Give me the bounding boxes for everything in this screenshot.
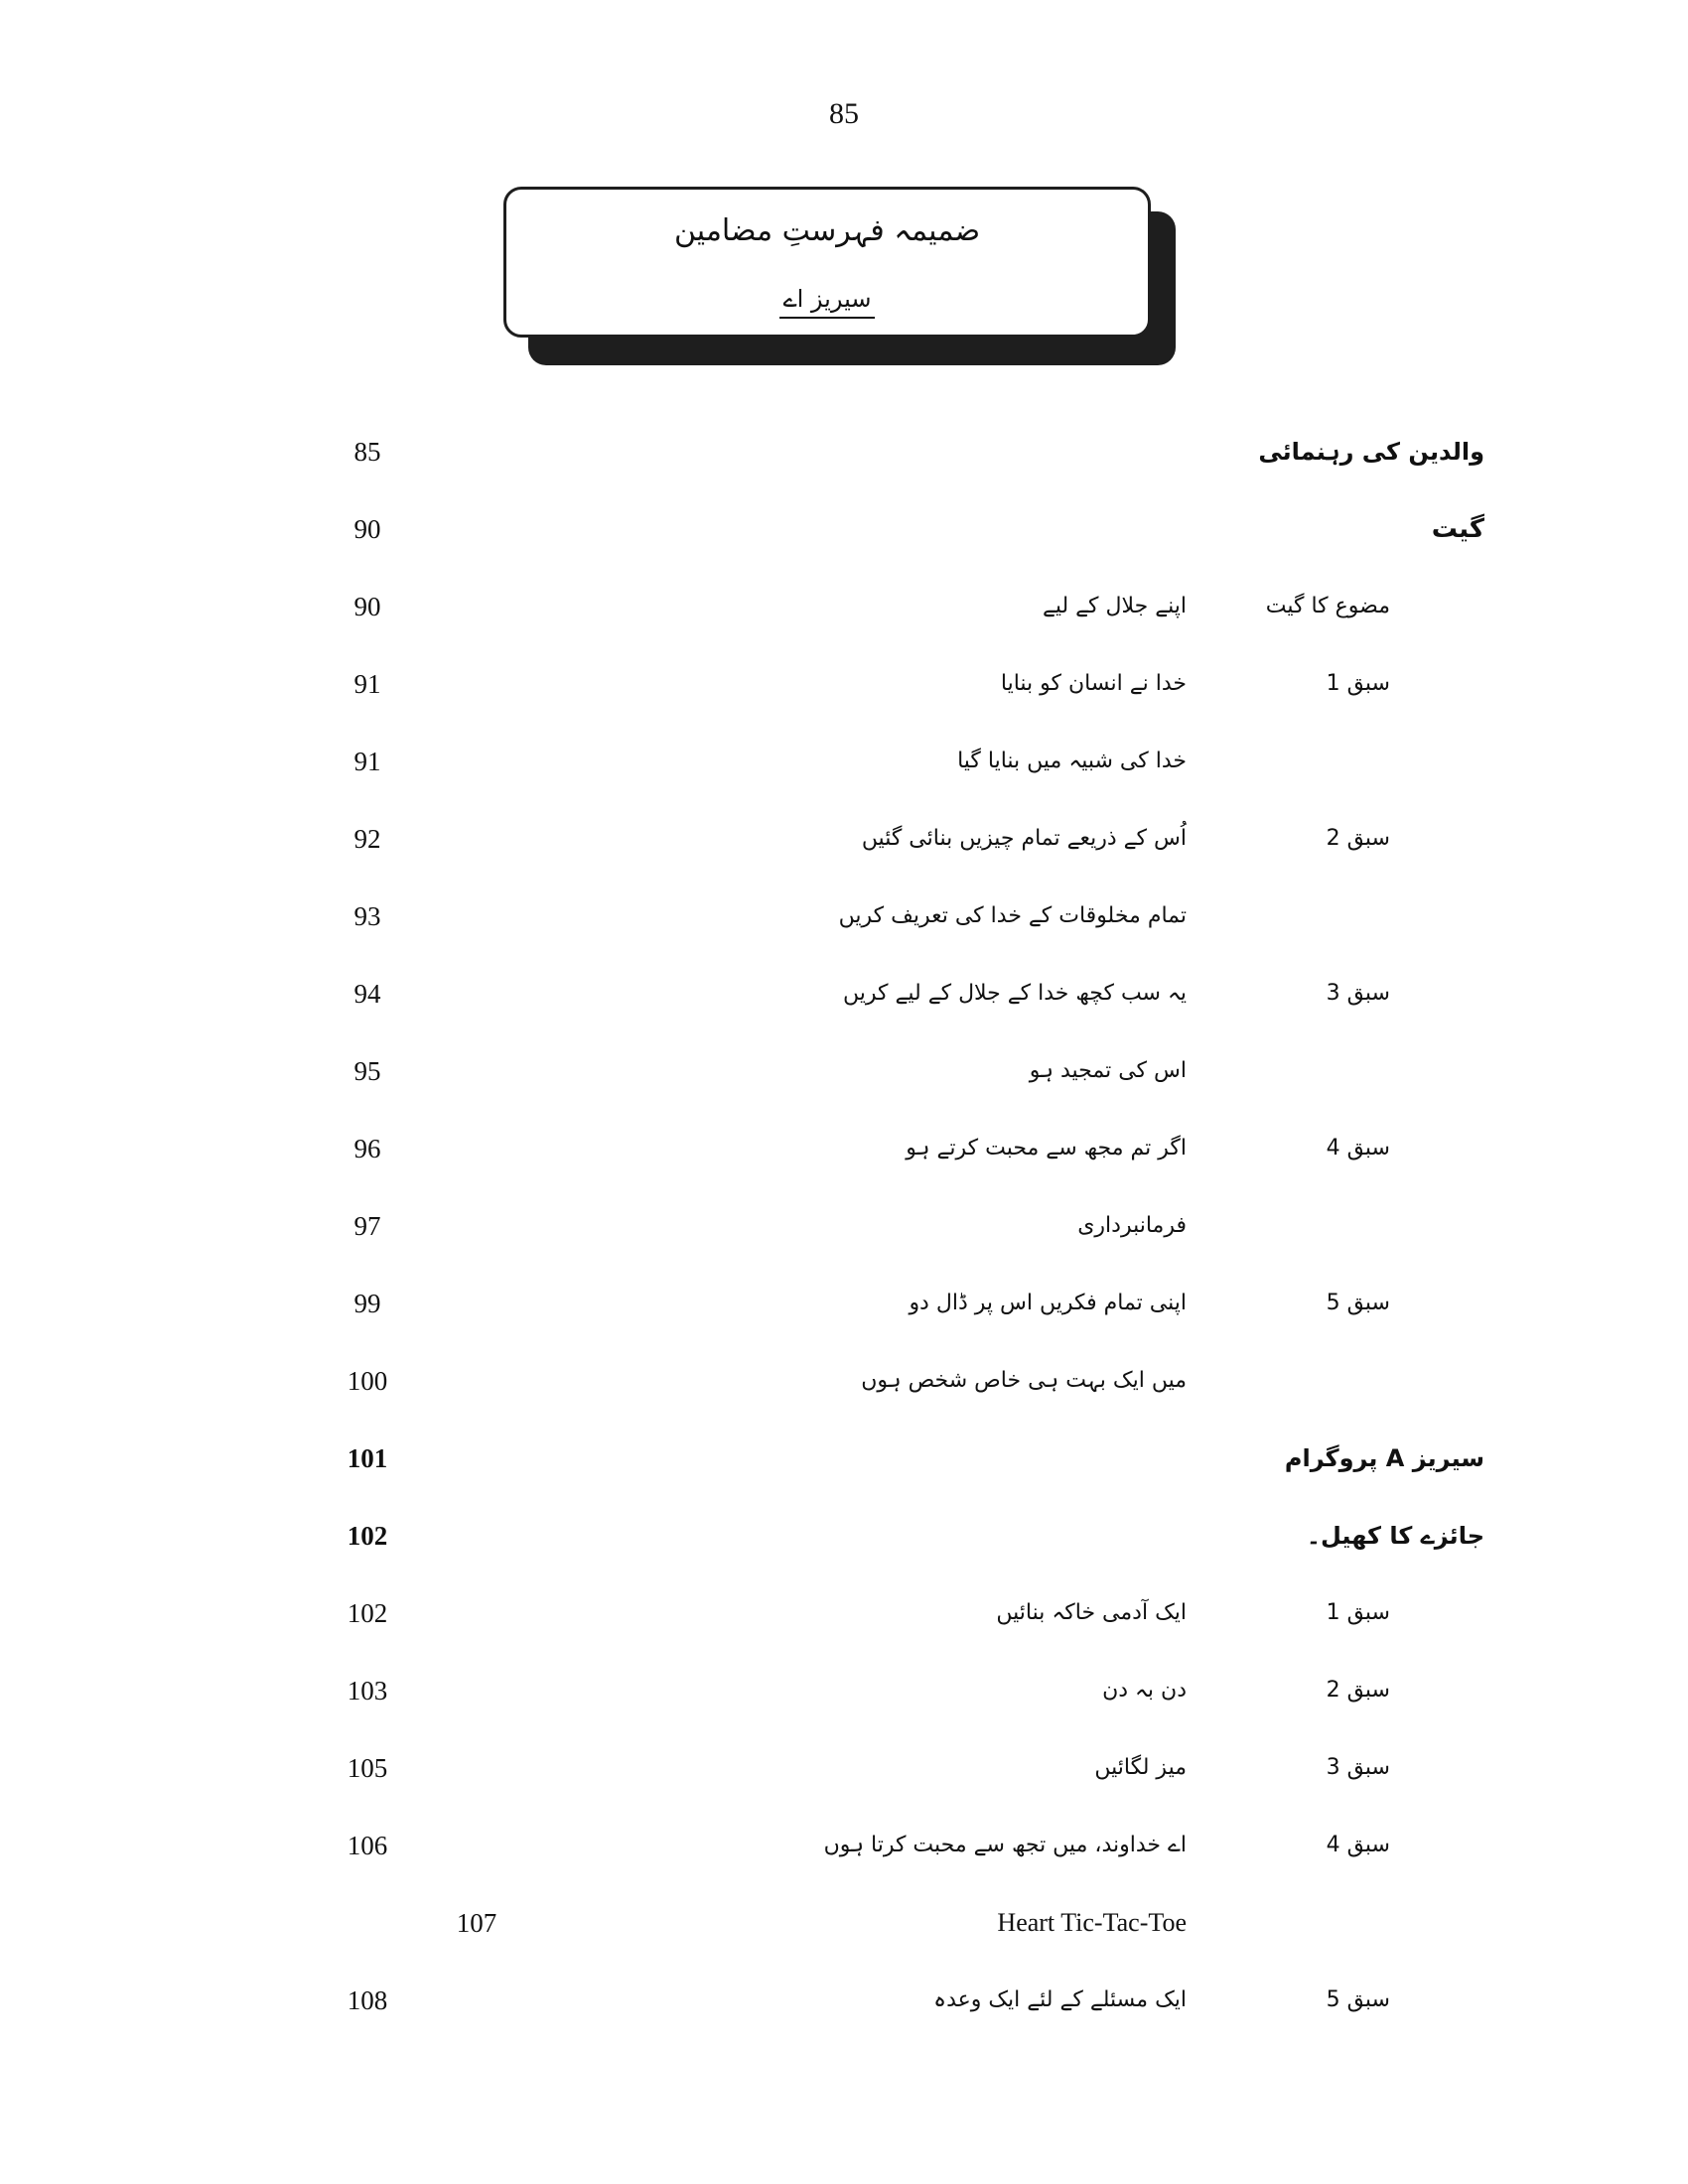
toc-row: [0, 1826, 1688, 1865]
page-ref: 92: [353, 824, 381, 854]
toc-row: [0, 1671, 1688, 1710]
page-ref: 90: [353, 592, 381, 621]
toc-row: [0, 664, 1688, 704]
topic-title: اُس کے ذریعے تمام چیزیں بنائی گئیں: [861, 826, 1187, 851]
page-ref: 108: [347, 1985, 388, 2015]
page-ref: 105: [347, 1753, 388, 1783]
topic-title: ایک مسئلے کے لئے ایک وعدہ: [933, 1987, 1187, 2012]
topic-title: اپنی تمام فکریں اس پر ڈال دو: [909, 1291, 1187, 1315]
lesson-label: سبق 1: [1326, 671, 1390, 696]
topic-title: ایک آدمی خاکہ بنائیں: [996, 1600, 1187, 1625]
page-ref: 103: [347, 1676, 388, 1706]
toc-row: [0, 1980, 1688, 2020]
page-ref: 96: [353, 1134, 381, 1163]
topic-title: Heart Tic-Tac-Toe: [997, 1908, 1187, 1937]
topic-title: خدا کی شبیہ میں بنایا گیا: [957, 749, 1187, 773]
page-ref: 90: [353, 514, 381, 544]
section-heading: جائزے کا کھیل۔: [1306, 1522, 1484, 1550]
topic-title: میں ایک بہت ہی خاص شخص ہوں: [861, 1368, 1187, 1393]
toc-row: [0, 896, 1688, 936]
topic-title: اگر تم مجھ سے محبت کرتے ہو: [906, 1136, 1187, 1160]
topic-title: اپنے جلال کے لیے: [1042, 594, 1187, 618]
page-ref: 102: [347, 1521, 388, 1551]
topic-title: تمام مخلوقات کے خدا کی تعریف کریں: [838, 903, 1187, 928]
toc-row: [0, 1593, 1688, 1633]
section-heading: گیت: [1431, 514, 1484, 544]
page-ref: 94: [353, 979, 381, 1009]
topic-title: اے خداوند، میں تجھ سے محبت کرتا ہوں: [823, 1833, 1187, 1857]
toc-row: [0, 1129, 1688, 1168]
lesson-label: سبق 3: [1326, 981, 1390, 1006]
lesson-label: سبق 3: [1326, 1755, 1390, 1780]
section-heading: والدین کی رہنمائی: [1258, 438, 1484, 466]
page-ref: 91: [353, 747, 381, 776]
page-ref: 100: [347, 1366, 388, 1396]
lesson-label: سبق 1: [1326, 1600, 1390, 1625]
page-ref: 107: [456, 1908, 497, 1938]
page-ref: 85: [353, 437, 381, 467]
toc-row: [0, 974, 1688, 1014]
toc-row: [0, 1516, 1688, 1556]
page-ref: 106: [347, 1831, 388, 1860]
toc-subtitle: سیریز اے: [506, 285, 1148, 313]
topic-title: اس کی تمجید ہو: [1029, 1058, 1187, 1083]
toc-row: [0, 1903, 1688, 1943]
toc-row: [0, 1284, 1688, 1323]
section-heading: سیریز A پروگرام: [1284, 1444, 1484, 1472]
toc-row: [0, 819, 1688, 859]
topic-title: فرمانبرداری: [1077, 1213, 1187, 1238]
toc-title: ضمیمہ فہرستِ مضامین: [673, 213, 981, 248]
toc-row: [0, 1748, 1688, 1788]
page-ref: 102: [347, 1598, 388, 1628]
lesson-label: سبق 5: [1326, 1291, 1390, 1315]
toc-row: [0, 742, 1688, 781]
page-ref: 99: [353, 1289, 381, 1318]
topic-title: یہ سب کچھ خدا کے جلال کے لیے کریں: [843, 981, 1187, 1006]
page-ref: 93: [353, 901, 381, 931]
toc-row: [0, 432, 1688, 472]
lesson-label: سبق 2: [1326, 1678, 1390, 1703]
topic-title: خدا نے انسان کو بنایا: [1000, 671, 1187, 696]
page-ref: 95: [353, 1056, 381, 1086]
toc-row: [0, 1361, 1688, 1401]
page-ref: 97: [353, 1211, 381, 1241]
lesson-label: سبق 4: [1326, 1833, 1390, 1857]
toc-row: [0, 587, 1688, 626]
lesson-label: مضوع کا گیت: [1265, 594, 1390, 618]
toc-row: [0, 509, 1688, 549]
topic-title: میز لگائیں: [1094, 1755, 1187, 1780]
page-number: 85: [829, 97, 859, 130]
lesson-label: سبق 2: [1326, 826, 1390, 851]
topic-title: دن بہ دن: [1102, 1678, 1187, 1703]
lesson-label: سبق 5: [1326, 1987, 1390, 2012]
page-ref: 91: [353, 669, 381, 699]
toc-row: [0, 1438, 1688, 1478]
toc-row: [0, 1051, 1688, 1091]
toc-row: [0, 1206, 1688, 1246]
page-ref: 101: [347, 1443, 388, 1473]
lesson-label: سبق 4: [1326, 1136, 1390, 1160]
